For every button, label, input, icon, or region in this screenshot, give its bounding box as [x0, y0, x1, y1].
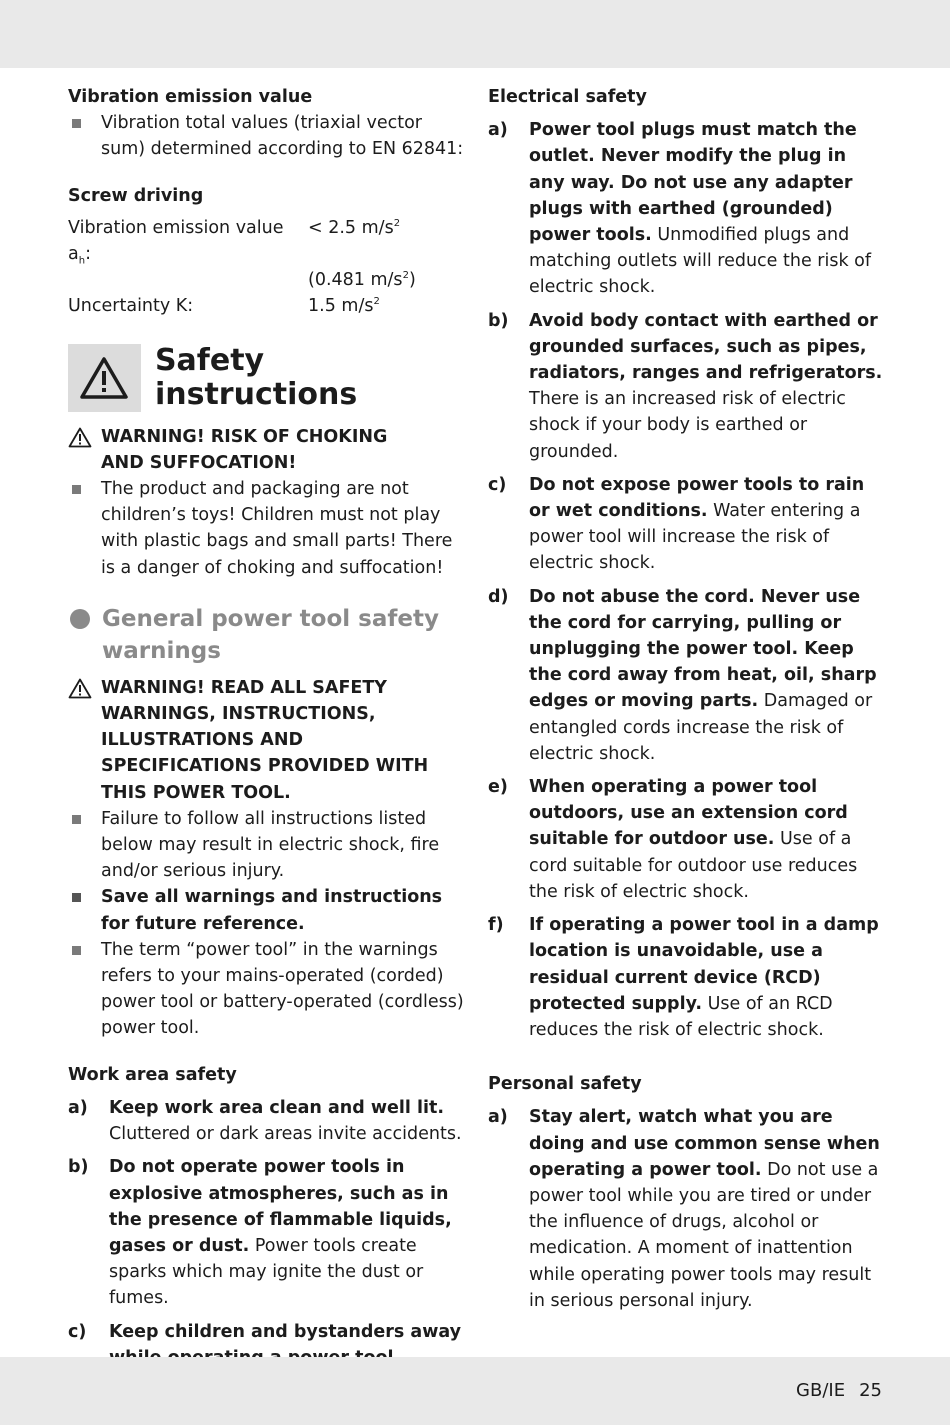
read-all-warning: WARNING! READ ALL SAFETY WARNINGS, INSTRUCTIONS, ILLUSTRATIONS AND SPECIFICATIONS PROVIDED WITH THIS POWER TOOL.: [68, 675, 468, 806]
spec-table: [68, 215, 468, 320]
item-bold-text: Do not abuse the cord. Never use the cord for carrying, pulling or unplugging the power tool. Keep the cord away from heat, oil, sharp edges or moving parts.: [529, 586, 877, 712]
spec-label: Uncertainty K:: [68, 296, 194, 317]
item-text: Power tools create sparks which may ignite the dust or fumes.: [109, 1235, 424, 1309]
item-bold-text: Keep work area clean and well lit.: [109, 1097, 444, 1118]
spec-label: Vibration emission value $a_h$:: [68, 217, 284, 267]
list-item: [488, 912, 883, 1043]
item-text: Use of a cord suitable for outdoor use reduces the risk of electric shock.: [529, 829, 858, 902]
left-column: [68, 84, 468, 1423]
general-bullet: Failure to follow all instructions listed below may result in electric shock, fire and/or serious injury.: [68, 806, 468, 885]
language-code: GB/IE: [796, 1380, 846, 1401]
item-bold-text: When operating a power tool outdoors, use an extension cord suitable for outdoor use.: [529, 777, 848, 850]
list-item: [488, 584, 883, 767]
spec-row-emission: [68, 215, 468, 267]
page-title: Safety instructions: [154, 342, 358, 412]
item-text: Use of an RCD reduces the risk of electric shock.: [529, 993, 833, 1040]
page-footer: [796, 1380, 882, 1401]
spec-value: < 2.5 $m/s^2$: [308, 217, 401, 238]
list-item: [68, 1095, 468, 1147]
list-item: [488, 472, 883, 577]
item-label: a): [488, 1107, 508, 1128]
personal-list: [488, 1104, 883, 1314]
item-label: c): [488, 474, 507, 495]
spec-value: (0.481 $m/s^2$): [308, 270, 416, 291]
item-bold-text: Do not expose power tools to rain or wet conditions.: [529, 474, 865, 522]
item-label: b): [68, 1157, 89, 1178]
item-bold-text: Power tool plugs must match the outlet. Never modify the plug in any way. Do not use any adapter plugs with earthed (grounded) power tools.: [529, 120, 857, 246]
page-number: 25: [859, 1380, 882, 1401]
header-band: [0, 0, 950, 68]
item-label: a): [488, 120, 508, 141]
item-text: Damaged or entangled cords increase the risk of electric shock.: [529, 691, 873, 764]
spec-value: 1.5 $m/s^2$: [308, 296, 380, 317]
item-text: Unmodified plugs and matching outlets will reduce the risk of electric shock.: [529, 225, 872, 298]
right-column: [488, 84, 883, 1314]
choking-warning: WARNING! RISK OF CHOKING AND SUFFOCATION!: [68, 424, 468, 476]
item-label: f): [488, 915, 504, 936]
list-item: [68, 1154, 468, 1311]
item-label: b): [488, 310, 509, 331]
item-bold-text: Keep children and bystanders away: [109, 1321, 462, 1342]
item-bold-text: Do not operate power tools in explosive atmospheres, such as in the presence of flammable liquids, gases or dust.: [109, 1157, 452, 1256]
item-bold-text: Avoid body contact with earthed or grounded surfaces, such as pipes, radiators, ranges and refrigerators.: [529, 310, 883, 384]
warning-triangle-icon: [68, 678, 92, 707]
vibration-bullet: Vibration total values (triaxial vector sum) determined according to EN 62841:: [68, 110, 468, 162]
item-text: Water entering a power tool will increase the risk of electric shock.: [529, 501, 861, 574]
warning-triangle-icon: [68, 427, 92, 456]
item-label: e): [488, 777, 508, 798]
electrical-heading: Electrical safety: [488, 87, 647, 107]
item-label: d): [488, 586, 509, 607]
item-text: Do not use a power tool while you are tired or under the influence of drugs, alcohol or medication. A moment of inattention while operating power tools may result in serious personal injury.: [529, 1159, 879, 1311]
spec-row-uncertainty: [68, 293, 468, 319]
warning-triangle-icon: [68, 344, 141, 412]
item-label: a): [68, 1097, 88, 1118]
general-bullet: The term “power tool” in the warnings refers to your mains-operated (corded) power tool or battery-operated (cordless) power tool.: [68, 937, 468, 1042]
screw-driving-heading: Screw driving: [68, 185, 204, 206]
item-bold-text: If operating a power tool in a damp location is unavoidable, use a residual current device (RCD) protected supply.: [529, 915, 879, 1014]
vibration-heading: Vibration emission value: [68, 87, 313, 107]
safety-banner: [68, 344, 468, 412]
general-warnings-heading: General power tool safety warnings: [68, 603, 468, 667]
electrical-list: [488, 117, 883, 1043]
spec-row-emission-alt: [68, 267, 468, 293]
general-bullet: Save all warnings and instructions for future reference.: [68, 884, 468, 936]
item-bold-text: Stay alert, watch what you are doing and use common sense when operating a power tool.: [529, 1107, 880, 1180]
choking-bullet: The product and packaging are not children’s toys! Children must not play with plastic bags and small parts! There is a danger of choking and suffocation!: [68, 476, 468, 581]
item-label: c): [68, 1321, 87, 1342]
list-item: [488, 308, 883, 465]
personal-heading: Personal safety: [488, 1074, 642, 1095]
list-item: [488, 117, 883, 300]
item-text: Cluttered or dark areas invite accidents.: [109, 1124, 462, 1145]
item-text: There is an increased risk of electric shock if your body is earthed or grounded.: [529, 389, 846, 462]
list-item: [488, 774, 883, 905]
list-item: [488, 1104, 883, 1314]
work-area-heading: Work area safety: [68, 1064, 237, 1085]
